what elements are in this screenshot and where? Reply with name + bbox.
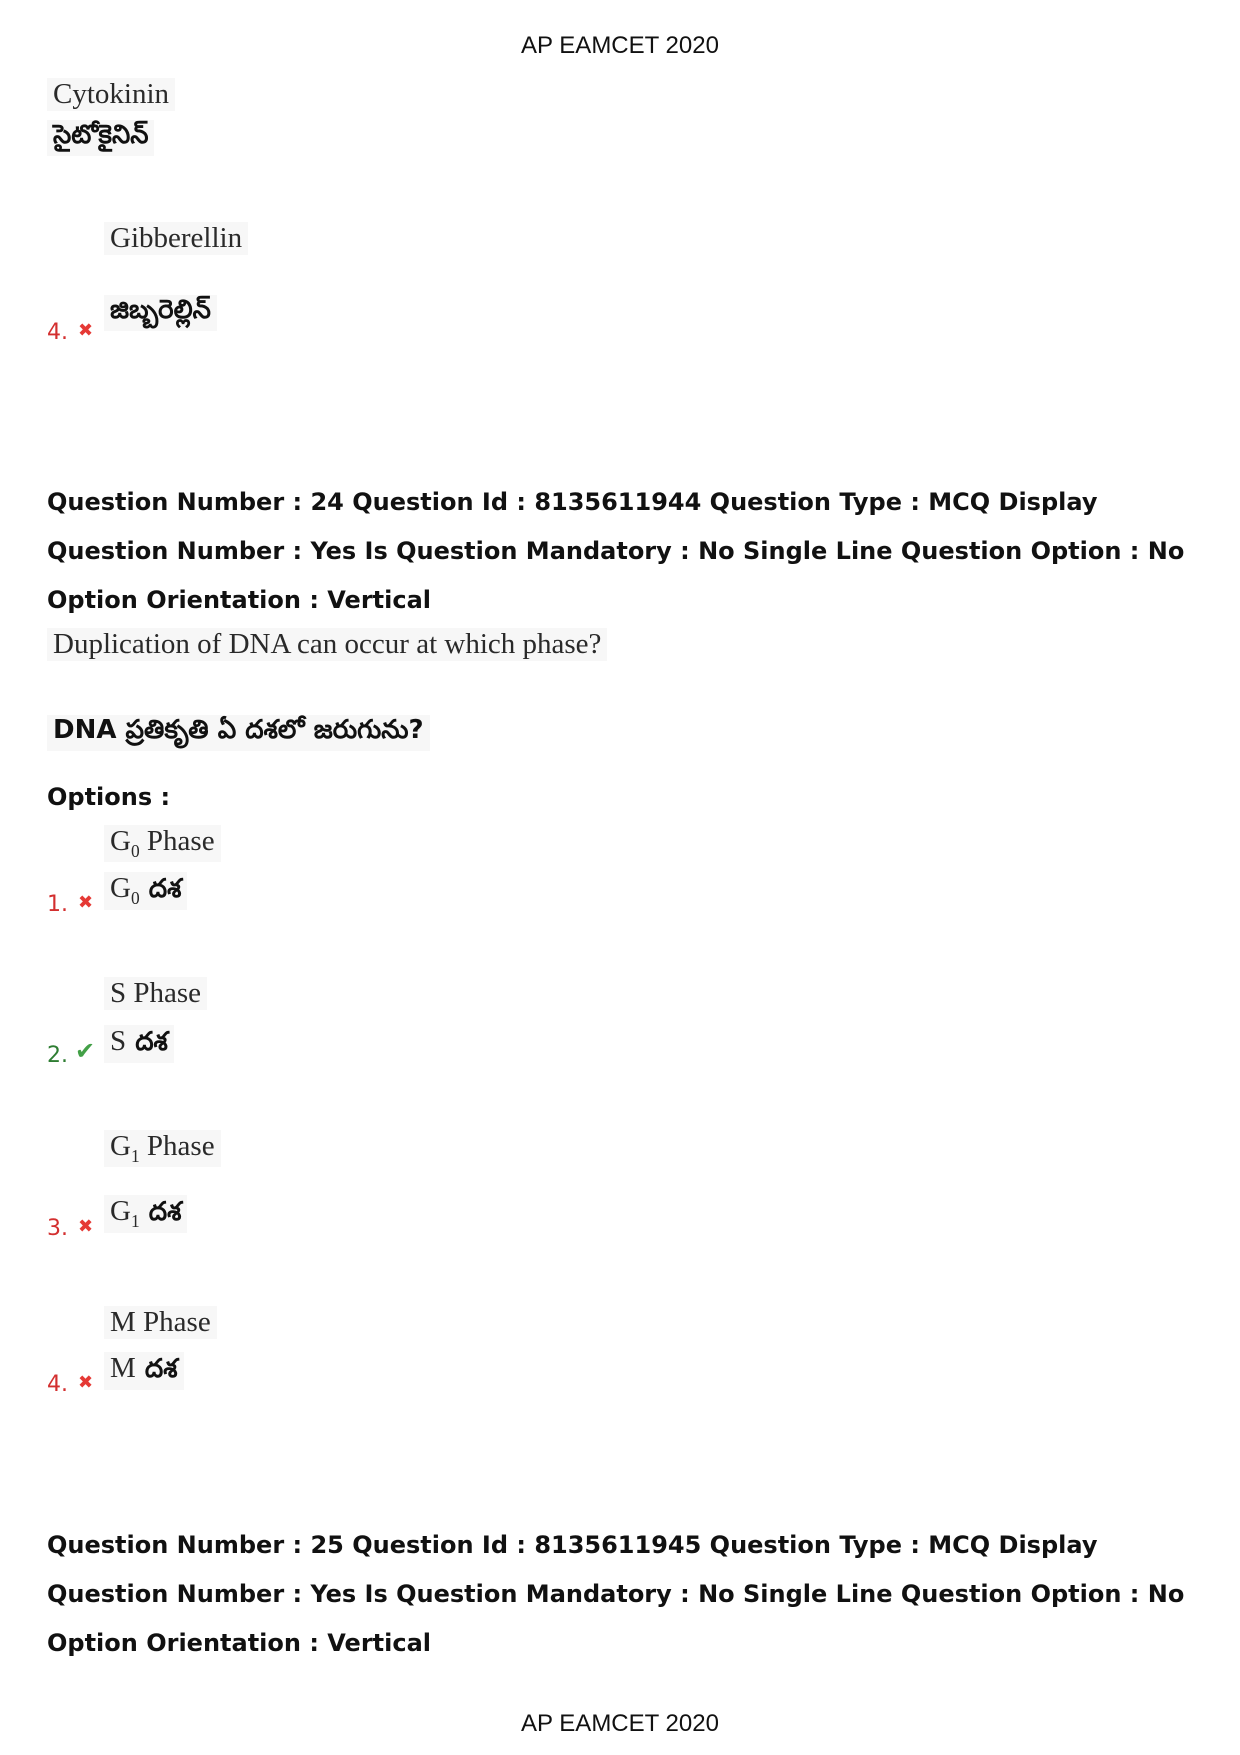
option-1-en: $G_0$ Phase <box>104 825 221 862</box>
prev-option-3-te: సైటోకైనిన్ <box>47 120 154 156</box>
page-footer: AP EAMCET 2020 <box>521 1710 719 1737</box>
option-2-te: S దశ <box>104 1025 174 1063</box>
option-1-number: 1. <box>47 892 68 917</box>
check-icon: ✔ <box>75 1037 96 1065</box>
cross-icon: ✖ <box>78 1372 94 1393</box>
option-2-en: S Phase <box>104 977 207 1010</box>
option-3-en: $G_1$ Phase <box>104 1130 221 1167</box>
cross-icon: ✖ <box>78 892 94 913</box>
question-25-meta: Question Number : 25 Question Id : 8135611945 Question Type : MCQ Display Question Number : Yes Is Question Mandatory : No Single Line Question Option : No Option Orientation : Vertical <box>47 1531 1185 1657</box>
options-label: Options : <box>47 783 171 811</box>
page-header: AP EAMCET 2020 <box>521 32 719 59</box>
prev-option-4-en: Gibberellin <box>104 222 248 255</box>
prev-option-4-number: 4. <box>47 320 68 345</box>
option-4-en: M Phase <box>104 1306 217 1339</box>
prev-option-4-te: జిబ్బరెల్లిన్ <box>104 295 217 331</box>
cross-icon: ✖ <box>78 1216 94 1237</box>
option-1-te: $G_0$ దశ <box>104 872 187 910</box>
option-4-number: 4. <box>47 1372 68 1397</box>
question-24-meta: Question Number : 24 Question Id : 8135611944 Question Type : MCQ Display Question Number : Yes Is Question Mandatory : No Single Line Question Option : No Option Orientation : Vertical <box>47 488 1185 614</box>
cross-icon: ✖ <box>78 320 94 341</box>
option-2-number: 2. <box>47 1043 68 1068</box>
question-24-text-te: DNA ప్రతికృతి ఏ దశలో జరుగును? <box>47 715 430 751</box>
option-4-te: M దశ <box>104 1352 184 1390</box>
option-3-number: 3. <box>47 1216 68 1241</box>
prev-option-3-en: Cytokinin <box>47 78 175 111</box>
question-24-text-en: Duplication of DNA can occur at which phase? <box>47 628 607 661</box>
option-3-te: $G_1$ దశ <box>104 1195 187 1233</box>
